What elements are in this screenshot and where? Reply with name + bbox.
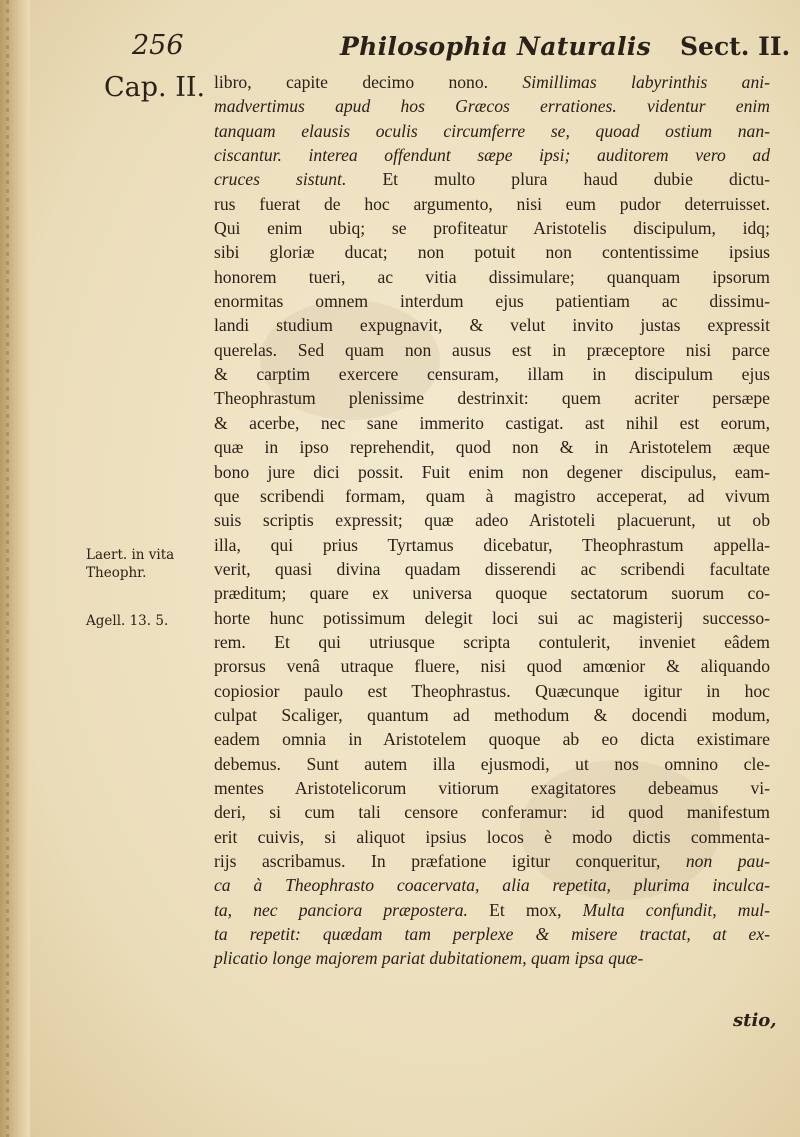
text-segment: erit cuivis, si aliquot ipsius locos è modo dictis commenta- bbox=[214, 826, 770, 847]
text-segment: suis scriptis expressit; quæ adeo Aristoteli placuerunt, ut ob bbox=[214, 510, 770, 531]
text-segment: mentes Aristotelicorum vitiorum exagitatores debeamus vi- bbox=[214, 777, 770, 798]
text-segment: rus fuerat de hoc argumento, nisi eum pudor deterruisset. bbox=[214, 193, 770, 214]
text-line bbox=[214, 435, 770, 459]
text-line bbox=[214, 70, 770, 94]
text-line bbox=[214, 898, 770, 922]
text-segment: enormitas omnem interdum ejus patientiam ac dissimu- bbox=[214, 291, 770, 312]
text-line bbox=[214, 265, 770, 289]
text-segment: que scribendi formam, quam à magistro acceperat, ad vivum bbox=[214, 485, 770, 506]
text-segment: querelas. Sed quam non ausus est in præceptore nisi parce bbox=[214, 339, 770, 360]
text-line bbox=[214, 752, 770, 776]
text-segment: libro, capite decimo nono. bbox=[214, 72, 523, 92]
text-segment: rijs ascribamus. In præfatione igitur conqueritur, bbox=[214, 851, 686, 871]
text-segment: debemus. Sunt autem illa ejusmodi, ut nos omnino cle- bbox=[214, 753, 770, 774]
page-number: 256 bbox=[132, 30, 184, 61]
italic-quotation: Simillimas labyrinthis ani- bbox=[522, 72, 770, 92]
text-segment: eadem omnia in Aristotelem quoque ab eo dicta existimare bbox=[214, 729, 770, 750]
text-segment: culpat Scaliger, quantum ad methodum & docendi modum, bbox=[214, 704, 770, 725]
text-line bbox=[214, 460, 770, 484]
text-segment: & carptim exercere censuram, illam in discipulum ejus bbox=[214, 364, 770, 385]
text-line bbox=[214, 411, 770, 435]
section-label: Sect. II. bbox=[680, 32, 791, 61]
text-segment: honorem tueri, ac vitia dissimulare; quanquam ipsorum bbox=[214, 266, 770, 287]
catchword: stio, bbox=[733, 1010, 777, 1031]
text-line bbox=[214, 216, 770, 240]
text-segment: copiosior paulo est Theophrastus. Quæcunque igitur in hoc bbox=[214, 680, 770, 701]
italic-quotation: ca à Theophrasto coacervata, alia repetita, plurima inculca- bbox=[214, 875, 770, 896]
text-line bbox=[214, 94, 770, 118]
text-line bbox=[214, 557, 770, 581]
text-segment: Et mox, bbox=[467, 899, 583, 920]
text-line bbox=[214, 873, 770, 897]
text-line bbox=[214, 727, 770, 751]
text-segment: deri, si cum tali censore conferamur: id quod manifestum bbox=[214, 802, 770, 823]
text-segment: illa, qui prius Tyrtamus dicebatur, Theophrastum appella- bbox=[214, 534, 770, 555]
text-line bbox=[214, 606, 770, 630]
text-segment: prorsus venâ utraque fluere, nisi quod amœnior & aliquando bbox=[214, 656, 770, 677]
margin-note-gellius: Agell. 13. 5. bbox=[86, 613, 169, 629]
text-line bbox=[214, 800, 770, 824]
text-segment: rem. Et qui utriusque scripta contulerit, inveniet eâdem bbox=[214, 631, 770, 652]
text-segment: Et multo plura haud dubie dictu- bbox=[346, 169, 770, 190]
italic-quotation: tanquam elausis oculis circumferre se, quoad ostium nan- bbox=[214, 120, 770, 141]
text-line bbox=[214, 143, 770, 167]
text-line bbox=[214, 313, 770, 337]
text-line bbox=[214, 825, 770, 849]
page-binding bbox=[0, 0, 30, 1137]
text-line bbox=[214, 849, 770, 873]
text-segment: landi studium expugnavit, & velut invito justas expressit bbox=[214, 315, 770, 336]
italic-quotation: non pau- bbox=[685, 851, 771, 871]
text-line bbox=[214, 192, 770, 216]
text-line bbox=[214, 362, 770, 386]
text-line bbox=[214, 946, 770, 970]
italic-quotation: ta repetit: quædam tam perplexe & misere tractat, at ex- bbox=[214, 924, 770, 945]
text-line bbox=[214, 119, 770, 143]
body-text bbox=[214, 70, 770, 971]
italic-quotation: ta, nec panciora præpostera. bbox=[214, 899, 468, 920]
text-segment: & acerbe, nec sane immerito castigat. ast nihil est eorum, bbox=[214, 412, 770, 433]
text-line bbox=[214, 533, 770, 557]
margin-note-laertius: Laert. in vita Theophr. bbox=[86, 547, 175, 581]
text-line bbox=[214, 776, 770, 800]
italic-quotation: plicatio longe majorem pariat dubitationem, quam ipsa quæ- bbox=[214, 948, 644, 969]
text-line bbox=[214, 338, 770, 362]
italic-quotation: Multa confundit, mul- bbox=[582, 899, 770, 920]
text-line bbox=[214, 654, 770, 678]
text-line bbox=[214, 679, 770, 703]
text-segment: quæ in ipso reprehendit, quod non & in Aristotelem æque bbox=[214, 437, 770, 458]
text-segment: bono jure dici possit. Fuit enim non degener discipulus, eam- bbox=[214, 461, 770, 482]
text-line bbox=[214, 386, 770, 410]
running-title: Philosophia Naturalis bbox=[340, 32, 651, 61]
page-header bbox=[0, 28, 800, 68]
text-segment: Qui enim ubiq; se profiteatur Aristotelis discipulum, idq; bbox=[214, 218, 770, 239]
text-line bbox=[214, 703, 770, 727]
text-line bbox=[214, 922, 770, 946]
text-line bbox=[214, 289, 770, 313]
text-segment: horte hunc potissimum delegit loci sui ac magisterij successo- bbox=[214, 607, 770, 628]
text-segment: sibi gloriæ ducat; non potuit non contentissime ipsius bbox=[214, 242, 770, 263]
text-line bbox=[214, 167, 770, 191]
text-line bbox=[214, 508, 770, 532]
text-line bbox=[214, 240, 770, 264]
text-line bbox=[214, 581, 770, 605]
text-line bbox=[214, 484, 770, 508]
italic-quotation: madvertimus apud hos Græcos errationes. videntur enim bbox=[214, 96, 770, 117]
italic-quotation: cruces sistunt. bbox=[214, 169, 347, 190]
text-segment: verit, quasi divina quadam disserendi ac scribendi facultate bbox=[214, 558, 770, 579]
text-segment: Theophrastum plenissime destrinxit: quem acriter persæpe bbox=[214, 388, 770, 409]
text-segment: præditum; quare ex universa quoque sectatorum suorum co- bbox=[214, 583, 770, 604]
text-line bbox=[214, 630, 770, 654]
chapter-label: Cap. II. bbox=[104, 72, 206, 103]
italic-quotation: ciscantur. interea offendunt sæpe ipsi; auditorem vero ad bbox=[214, 145, 770, 166]
